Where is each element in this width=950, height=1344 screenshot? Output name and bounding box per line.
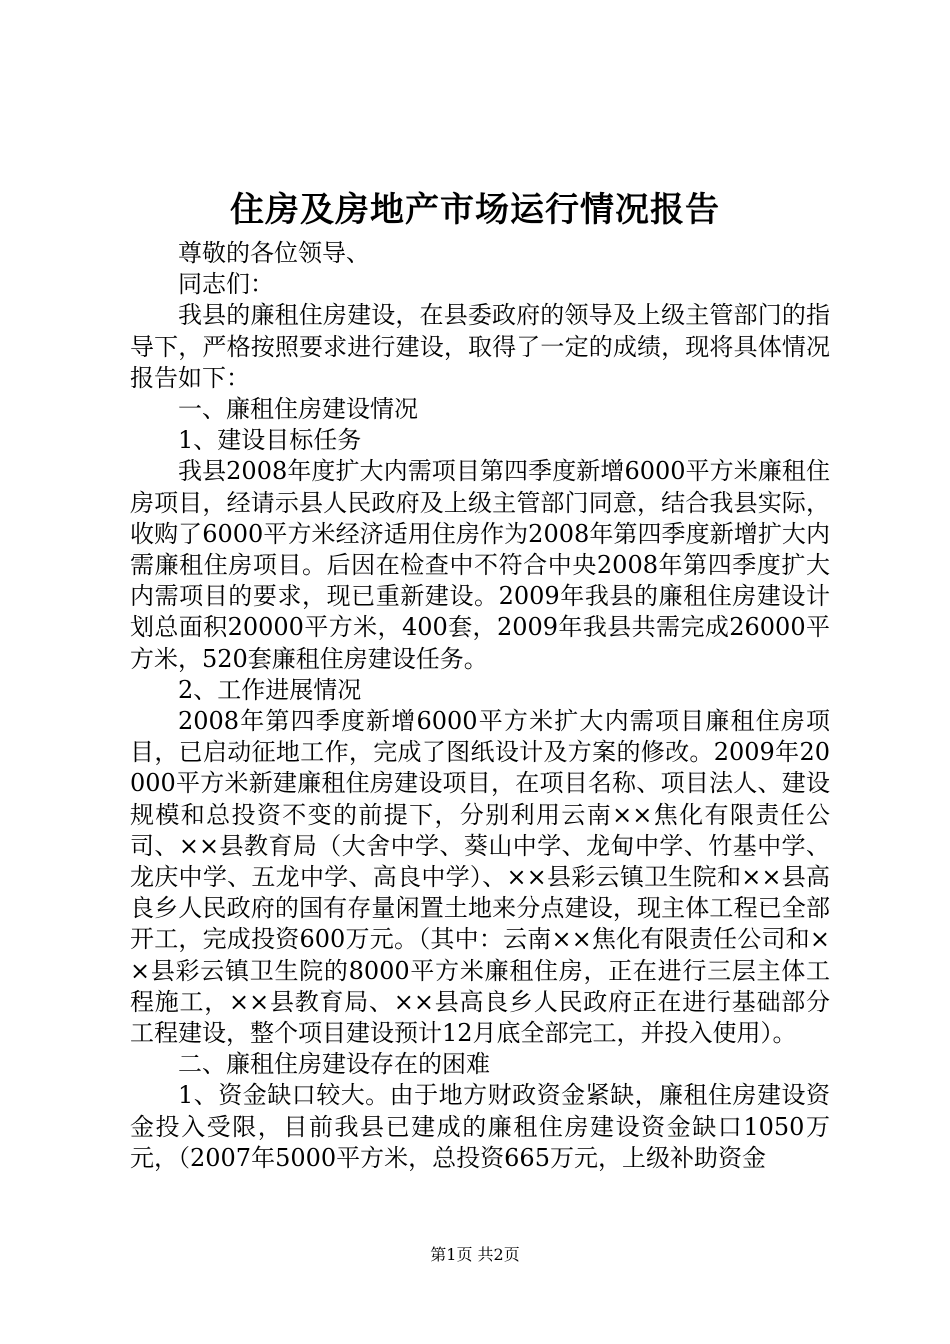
progress-paragraph: 2008年第四季度新增6000平方米扩大内需项目廉租住房项目，已启动征地工作，完成了图纸设计及方案的修改。2009年20000平方米新建廉租住房建设项目，在项目名称、项目法人、建设规模和总投资不变的前提下，分别利用云南××焦化有限责任公司、××县教育局（大舍中学、葵山中学、龙甸中学、竹基中学、龙庆中学、五龙中学、高良中学）、××县彩云镇卫生院和××县高良乡人民政府的国有存量闲置土地来分点建设，现主体工程已全部开工，完成投资600万元。（其中：云南××焦化有限责任公司和××县彩云镇卫生院的8000平方米廉租住房，正在进行三层主体工程施工，××县教育局、××县高良乡人民政府正在进行基础部分工程建设，整个项目建设预计12月底全部完工，并投入使用）。 xyxy=(130,707,830,1048)
subsection-heading-2: 2、工作进展情况 xyxy=(178,675,362,704)
construction-target-paragraph: 我县2008年度扩大内需项目第四季度新增6000平方米廉租住房项目，经请示县人民政府及上级主管部门同意，结合我县实际，收购了6000平方米经济适用住房作为2008年第四季度新增扩大内需廉租住房项目。后因在检查中不符合中央2008年第四季度扩大内需项目的要求，现已重新建设。2009年我县的廉租住房建设计划总面积20000平方米，400套，2009年我县共需完成26000平方米，520套廉租住房建设任务。 xyxy=(130,457,830,673)
page-footer: 第1页 共2页 xyxy=(430,1245,520,1264)
document-title: 住房及房地产市场运行情况报告 xyxy=(230,190,720,230)
funding-gap-paragraph: 1、资金缺口较大。由于地方财政资金紧缺，廉租住房建设资金投入受限，目前我县已建成的廉租住房建设资金缺口1050万元，（2007年5000平方米，总投资665万元，上级补助资金 xyxy=(130,1081,830,1172)
section-heading-2: 二、廉租住房建设存在的困难 xyxy=(178,1050,490,1079)
salutation-line-2: 同志们： xyxy=(178,270,274,299)
section-heading-1: 一、廉租住房建设情况 xyxy=(178,395,418,424)
intro-paragraph: 我县的廉租住房建设，在县委政府的领导及上级主管部门的指导下，严格按照要求进行建设，取得了一定的成绩，现将具体情况报告如下： xyxy=(130,301,830,392)
salutation-line-1: 尊敬的各位领导、 xyxy=(178,239,370,267)
document-body xyxy=(130,238,830,1174)
subsection-heading-1: 1、建设目标任务 xyxy=(178,426,362,455)
